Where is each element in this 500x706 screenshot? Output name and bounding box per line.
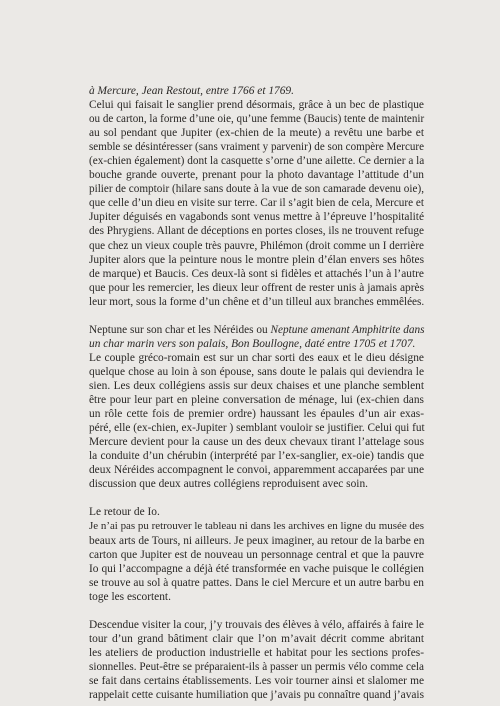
text-line (89, 519, 424, 533)
text-line (89, 154, 424, 168)
text-line (89, 281, 424, 295)
text-line (89, 182, 424, 196)
body-text: toge les escortent. (89, 590, 171, 603)
text-line (89, 253, 424, 267)
body-text: Le retour de Io. (89, 506, 160, 519)
text-line (89, 196, 424, 210)
text-line (89, 477, 424, 491)
body-text: Le couple gréco-romain est sur un char sorti des eaux et le dieu désigne (89, 351, 424, 364)
text-line (89, 463, 424, 477)
text-line (89, 84, 424, 98)
body-text: Descendue visiter la cour, j’y trouvais des élèves à vélo, affairés à faire le (89, 618, 424, 631)
body-text: Neptune sur son char et les Néréides ou (89, 323, 271, 336)
italic-title-text: à Mercure, Jean Restout, entre 1766 et 1769. (89, 85, 294, 97)
paragraph (89, 84, 424, 309)
text-line (89, 393, 424, 407)
text-line (89, 323, 424, 337)
body-text: un rôle cette fois de premier ordre) haussant les épaules d’un air exas- (89, 408, 424, 421)
text-line (89, 112, 424, 126)
body-text: se fait dans certains établissements. Les voir tourner ainsi et slalomer me (89, 674, 424, 687)
body-text: leur mort, sous la forme d’un chêne et d’un tilleul aux branches emmêlées. (89, 295, 425, 308)
body-text: que celle d’un dieu en visite sur terre. Car il s’agit bien de cela, Mercure et (89, 197, 424, 210)
body-text: Jupiter déguisés en vagabonds sont venus mettre à l’épreuve l’hospitalité (89, 211, 424, 224)
body-text: Celui qui faisait le sanglier prend désormais, grâce à un bec de plastique (89, 99, 424, 112)
text-line (89, 224, 424, 238)
text-line (89, 407, 424, 421)
page-body (89, 84, 424, 702)
paragraph-gap (89, 309, 424, 323)
paragraph (89, 323, 424, 492)
body-text: que chez un vieux couple très pauvre, Philémon (droit comme un I derrière (89, 239, 424, 252)
body-text: sien. Les deux collégiens assis sur deux chaises et une planche semblent (89, 379, 424, 392)
text-line (89, 632, 424, 646)
text-line (89, 505, 424, 519)
text-line (89, 267, 424, 281)
text-line (89, 449, 424, 463)
text-line (89, 379, 424, 393)
text-line (89, 365, 424, 379)
paragraph-gap (89, 491, 424, 505)
body-text: rappelait cette cuisante humiliation que j’avais pu connaître quand j’avais (89, 689, 424, 702)
body-text: des Phrygiens. Allant de déceptions en portes closes, ils ne trouvent refuge (89, 225, 424, 238)
body-text: Je n’ai pas pu retrouver le tableau ni dans les archives en ligne du musée des (89, 520, 424, 533)
body-text: bouche grande ouverte, prenant pour la photo davantage l’attitude d’un (89, 169, 424, 182)
text-line (89, 534, 424, 548)
body-text: carton que Jupiter est de nouveau un personnage central et que la pauvre (89, 548, 424, 561)
text-line (89, 435, 424, 449)
paragraph-gap (89, 604, 424, 618)
text-line (89, 646, 424, 660)
body-text: (ex-chien également) dont la casquette s’orne d’une ailette. Ce dernier a la (89, 155, 425, 168)
text-line (89, 295, 424, 309)
body-text: au sol pendant que Jupiter (ex-chien de la meute) a revêtu une barbe et (89, 127, 424, 140)
body-text: discussion que deux autres collégiens reproduisent avec soin. (89, 478, 368, 491)
body-text: que pour les remercier, les dieux leur offrent de rester unis à jamais après (89, 281, 424, 294)
text-line (89, 618, 424, 632)
body-text: pilier de comptoir (hilare sans doute à la vue de son camarade devenu oie), (89, 183, 424, 196)
body-text: beaux arts de Tours, ni ailleurs. Je peux imaginer, au retour de la barbe en (89, 534, 425, 547)
italic-title-text: un char marin vers son palais, Bon Boullogne, daté entre 1705 et 1707. (89, 337, 416, 350)
text-line (89, 168, 424, 182)
body-text: Io qui l’accompagne a déjà été transformée en vache puisque le collégien (89, 562, 424, 575)
body-text: tour d’un grand bâtiment clair que l’on m’avait décrit comme abritant (89, 632, 424, 645)
body-text: sionnelles. Peut-être se préparaient-ils à passer un permis vélo comme cela (89, 660, 424, 673)
paragraph (89, 505, 424, 603)
paragraph (89, 618, 424, 702)
text-line (89, 590, 424, 604)
text-line (89, 210, 424, 224)
body-text: les ateliers de production industrielle et habitat pour les sections profes- (89, 646, 424, 659)
body-text: ou de carton, la forme d’une oie, qu’une femme (Baucis) tente de maintenir (89, 113, 425, 126)
body-text: quelque chose au loin à son épouse, sans doute le palais qui deviendra le (89, 365, 424, 378)
text-line (89, 688, 424, 702)
text-line (89, 548, 424, 562)
text-line (89, 239, 424, 253)
body-text: deux Néréides accompagnent le convoi, apparemment accaparées par une (89, 464, 424, 477)
text-line (89, 674, 424, 688)
body-text: semble se désintéresser (sans vraiment y parvenir) de son compère Mercure (89, 141, 424, 154)
body-text: Jupiter alors que la peinture nous le montre plein d’élan envers ses hôtes (89, 253, 424, 266)
text-line (89, 351, 424, 365)
text-line (89, 421, 424, 435)
text-line (89, 660, 424, 674)
body-text: péré, elle (ex-chien, ex-Jupiter ) semblant vouloir se justifier. Celui qui fut (89, 422, 425, 435)
text-line (89, 576, 424, 590)
text-line (89, 140, 424, 154)
body-text: de marque) et Baucis. Ces deux-là sont si fidèles et attachés l’un à l’autre (89, 267, 424, 280)
text-line (89, 562, 424, 576)
body-text: être pour leur part en pleine conversation de ménage, lui (ex-chien dans (89, 394, 424, 407)
body-text: la conduite d’un chérubin (interprété par l’ex-sanglier, ex-oie) tandis que (89, 450, 424, 463)
text-line (89, 98, 424, 112)
body-text: Mercure devient pour la cause un des deux chevaux tirant l’attelage sous (89, 436, 424, 449)
italic-title-text: Neptune amenant Amphitrite dans (270, 323, 425, 336)
text-line (89, 337, 424, 351)
text-line (89, 126, 424, 140)
body-text: se trouve au sol à quatre pattes. Dans le ciel Mercure et un autre barbu en (89, 576, 424, 589)
